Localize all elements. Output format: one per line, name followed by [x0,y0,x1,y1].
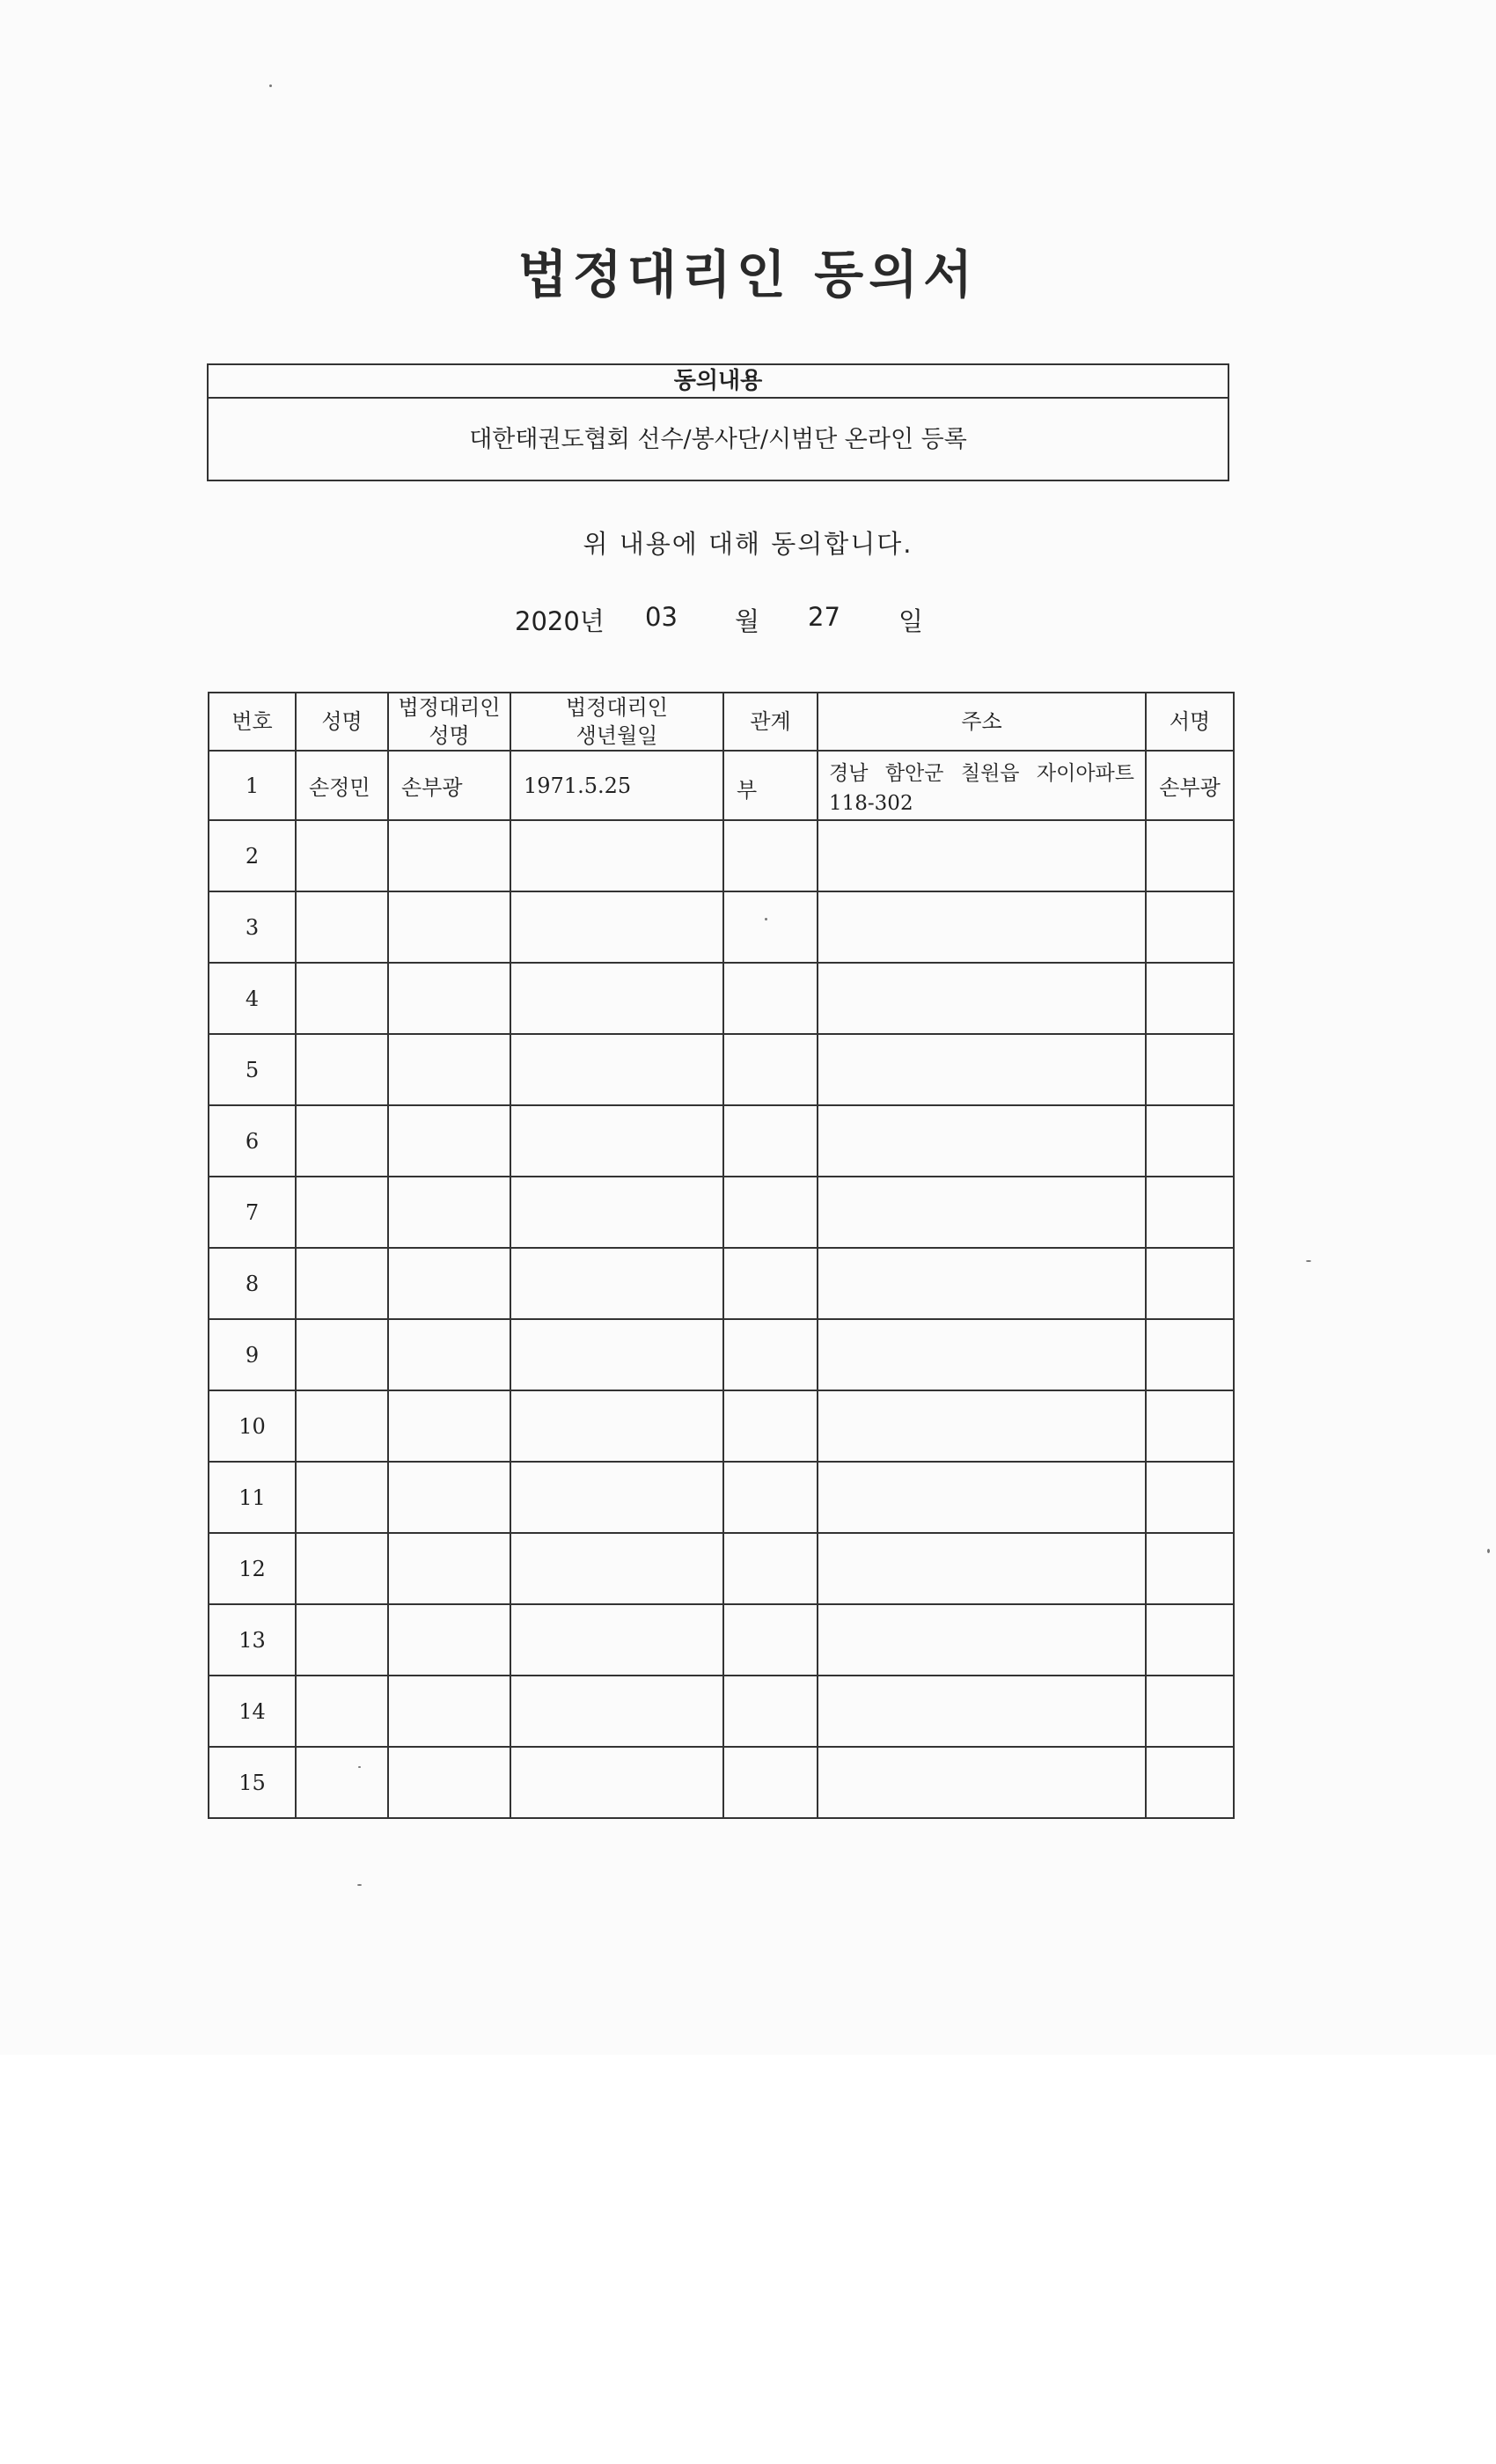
cell-relation [723,1747,818,1818]
cell-number: 2 [209,820,296,891]
header-address: 주소 [818,693,1146,751]
table-row [209,1177,1234,1248]
cell-guardian-name [388,963,510,1034]
date-day: 27 [808,602,840,632]
header-guardian-name-line2: 성명 [429,723,470,748]
cell-signature [1146,1604,1234,1676]
cell-number: 15 [209,1747,296,1818]
cell-name [296,1390,388,1462]
cell-name [296,891,388,963]
cell-address [818,1747,1146,1818]
cell-relation [723,1676,818,1747]
cell-address [818,1604,1146,1676]
table-row [209,1105,1234,1177]
cell-signature [1146,1462,1234,1533]
cell-relation: 부 [723,751,818,820]
guardian-consent-table [208,692,1235,1819]
date-year: 2020년 [515,606,605,636]
scan-speck [1487,1549,1490,1553]
cell-number: 14 [209,1676,296,1747]
table-body [209,751,1234,1818]
cell-guardian-birth [510,891,723,963]
consent-content-text: 대한태권도협회 선수/봉사단/시범단 온라인 등록 [469,426,967,453]
cell-relation [723,1533,818,1604]
cell-guardian-birth [510,1604,723,1676]
table-row [209,891,1234,963]
scan-speck [357,1884,362,1886]
cell-guardian-name [388,1462,510,1533]
cell-guardian-name [388,1747,510,1818]
header-guardian-birth [510,693,723,751]
cell-guardian-name [388,820,510,891]
cell-guardian-name [388,1390,510,1462]
cell-guardian-birth [510,1319,723,1390]
cell-address [818,1248,1146,1319]
header-relation: 관계 [723,693,818,751]
cell-relation [723,1462,818,1533]
table-row [209,1390,1234,1462]
cell-number: 3 [209,891,296,963]
cell-guardian-name [388,1533,510,1604]
cell-name [296,1248,388,1319]
cell-signature [1146,891,1234,963]
cell-guardian-name [388,1034,510,1105]
cell-signature [1146,1177,1234,1248]
table-header-row [209,693,1234,751]
cell-relation [723,963,818,1034]
cell-guardian-name [388,1676,510,1747]
cell-signature: 손부광 [1146,751,1234,820]
cell-signature [1146,1034,1234,1105]
cell-name: 손정민 [296,751,388,820]
cell-address [818,963,1146,1034]
cell-number: 10 [209,1390,296,1462]
table-row [209,1034,1234,1105]
cell-signature [1146,1390,1234,1462]
cell-name [296,1533,388,1604]
cell-address: 경남 함안군 칠원읍 자이아파트 118-302 [818,751,1146,820]
agreement-statement: 위 내용에 대해 동의합니다. [583,529,913,559]
cell-address [818,1390,1146,1462]
cell-relation [723,1248,818,1319]
consent-content-box [207,363,1229,481]
cell-name [296,1604,388,1676]
cell-signature [1146,1105,1234,1177]
cell-name [296,1319,388,1390]
cell-address [818,1319,1146,1390]
cell-number: 12 [209,1533,296,1604]
cell-relation [723,1604,818,1676]
cell-guardian-name [388,1177,510,1248]
cell-guardian-name [388,1604,510,1676]
scan-speck [269,84,272,87]
cell-number: 11 [209,1462,296,1533]
header-signature: 서명 [1146,693,1234,751]
scan-background [0,2055,1496,2464]
cell-number: 7 [209,1177,296,1248]
cell-relation [723,820,818,891]
date-month-label: 월 [735,606,760,636]
table-row [209,1604,1234,1676]
table-row [209,1248,1234,1319]
cell-signature [1146,820,1234,891]
cell-number: 13 [209,1604,296,1676]
cell-guardian-birth [510,1105,723,1177]
header-number: 번호 [209,693,296,751]
cell-number: 6 [209,1105,296,1177]
cell-name [296,1034,388,1105]
cell-address [818,891,1146,963]
cell-signature [1146,1747,1234,1818]
table-row [209,1533,1234,1604]
cell-relation [723,1390,818,1462]
cell-guardian-birth [510,1034,723,1105]
table-row [209,820,1234,891]
cell-relation [723,1105,818,1177]
cell-guardian-birth [510,1462,723,1533]
header-name: 성명 [296,693,388,751]
page-title: 법정대리인 동의서 [517,245,979,304]
cell-guardian-name: 손부광 [388,751,510,820]
cell-guardian-birth: 1971.5.25 [510,751,723,820]
cell-address [818,1034,1146,1105]
table-row [209,963,1234,1034]
cell-signature [1146,1533,1234,1604]
header-guardian-birth-line1: 법정대리인 [566,695,668,720]
cell-address [818,1533,1146,1604]
table-row [209,1747,1234,1818]
cell-name [296,1676,388,1747]
cell-name [296,963,388,1034]
header-guardian-name-line1: 법정대리인 [398,695,501,720]
cell-name [296,1177,388,1248]
cell-number: 5 [209,1034,296,1105]
cell-signature [1146,1248,1234,1319]
cell-relation [723,891,818,963]
date-day-label: 일 [898,606,924,636]
header-guardian-name [388,693,510,751]
scan-speck [1306,1260,1311,1262]
table-row [209,1462,1234,1533]
cell-guardian-birth [510,1177,723,1248]
cell-number: 1 [209,751,296,820]
cell-address [818,1462,1146,1533]
cell-address [818,1177,1146,1248]
cell-relation [723,1034,818,1105]
cell-guardian-name [388,1319,510,1390]
consent-content-header: 동의내용 [209,365,1228,399]
cell-guardian-name [388,1248,510,1319]
cell-number: 8 [209,1248,296,1319]
cell-relation [723,1177,818,1248]
date-month: 03 [645,602,678,632]
cell-name [296,1462,388,1533]
cell-relation [723,1319,818,1390]
cell-guardian-birth [510,1676,723,1747]
cell-guardian-birth [510,820,723,891]
cell-number: 4 [209,963,296,1034]
cell-number: 9 [209,1319,296,1390]
cell-address [818,1105,1146,1177]
cell-guardian-name [388,891,510,963]
cell-guardian-birth [510,1390,723,1462]
signing-date [515,602,1008,637]
table-row [209,1676,1234,1747]
cell-guardian-birth [510,963,723,1034]
cell-guardian-birth [510,1248,723,1319]
cell-name [296,1747,388,1818]
cell-guardian-birth [510,1533,723,1604]
cell-name [296,1105,388,1177]
cell-address [818,820,1146,891]
table-row [209,1319,1234,1390]
cell-guardian-name [388,1105,510,1177]
cell-signature [1146,1319,1234,1390]
cell-address [818,1676,1146,1747]
header-guardian-birth-line2: 생년월일 [576,723,658,748]
table-row [209,751,1234,820]
cell-name [296,820,388,891]
cell-signature [1146,963,1234,1034]
cell-signature [1146,1676,1234,1747]
cell-guardian-birth [510,1747,723,1818]
